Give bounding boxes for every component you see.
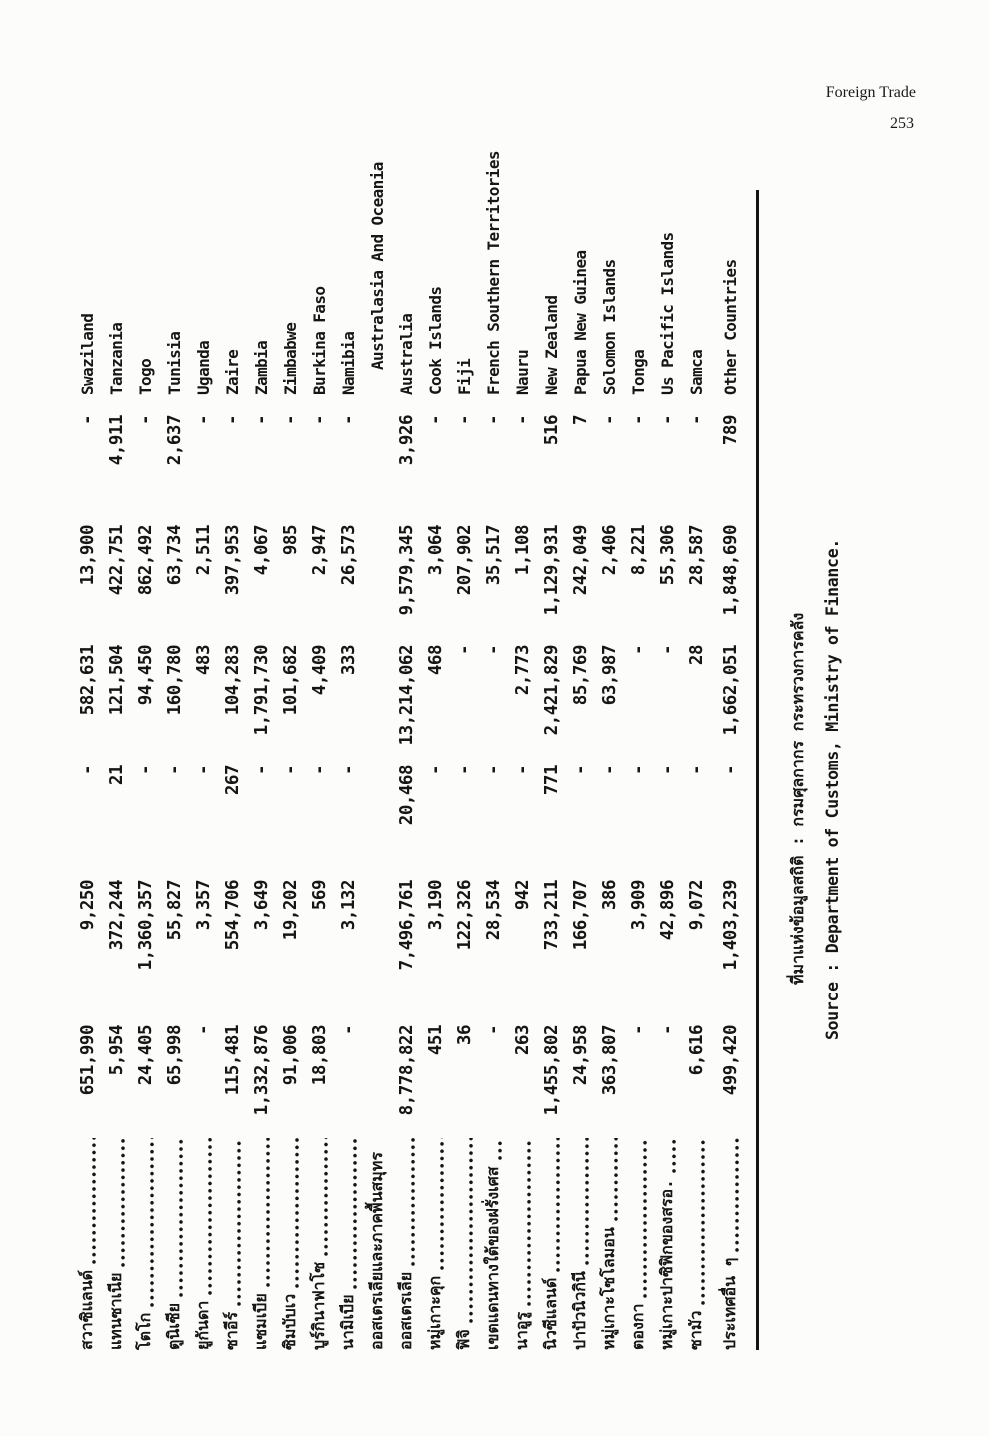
thai-name: แซมเบีย (251, 1293, 270, 1350)
value-cell: - (135, 765, 156, 776)
value-cell: - (628, 645, 649, 656)
value-cell: 2,637 (164, 415, 185, 466)
value-cell: - (512, 765, 533, 776)
value-cell: 1,108 (512, 525, 533, 576)
thai-name: หมู่เกาะโซโลมอน (599, 1227, 618, 1350)
value-cell: 121,504 (106, 645, 127, 716)
value-cell: 42,896 (657, 880, 678, 941)
value-cell: 3,357 (193, 880, 214, 931)
thai-name-cell (162, 1135, 187, 1350)
value-cell: 263 (512, 1025, 533, 1056)
thai-name-cell (220, 1135, 245, 1350)
value-cell: - (483, 645, 504, 656)
thai-name: บูร์กินาฟาโซ (309, 1261, 328, 1350)
table-row (624, 130, 653, 1390)
value-cell: 4,911 (106, 415, 127, 466)
value-cell: 554,706 (222, 880, 243, 951)
value-cell: 65,998 (164, 1025, 185, 1086)
thai-name-cell (655, 1135, 680, 1350)
value-cell: - (77, 765, 98, 776)
table-row (566, 130, 595, 1390)
table-row (102, 130, 131, 1390)
leader-dots (292, 1138, 301, 1289)
value-cell: 91,006 (280, 1025, 301, 1086)
value-cell: - (77, 415, 98, 426)
leader-dots (118, 1138, 127, 1268)
value-cell: 63,734 (164, 525, 185, 586)
thai-name: เขตแดนทางใต้ของฝรั่งเศส (483, 1166, 502, 1350)
value-cell: 1,455,802 (541, 1025, 562, 1116)
trade-table-rows (73, 130, 745, 1390)
thai-name: แทนซาเนีย (106, 1272, 125, 1350)
thai-name: ประเทศอื่น ๆ (720, 1257, 739, 1350)
value-cell: 115,481 (222, 1025, 243, 1096)
value-cell: 569 (309, 880, 330, 911)
table-row (247, 130, 276, 1390)
value-cell: 789 (720, 415, 741, 446)
value-cell: 63,987 (599, 645, 620, 706)
value-cell: 7,496,761 (396, 880, 417, 971)
value-cell: 24,958 (570, 1025, 591, 1086)
value-cell: 166,707 (570, 880, 591, 951)
thai-name: นามิเบีย (338, 1294, 357, 1350)
value-cell: 18,803 (309, 1025, 330, 1086)
thai-name-cell (626, 1135, 651, 1350)
value-cell: - (251, 415, 272, 426)
thai-name: ตองกา (628, 1303, 647, 1350)
table-row (595, 130, 624, 1390)
value-cell: - (657, 765, 678, 776)
value-cell: - (599, 415, 620, 426)
value-cell: 9,072 (686, 880, 707, 931)
value-cell: - (720, 765, 741, 776)
thai-name: โตโก (135, 1312, 154, 1350)
value-cell: 651,990 (77, 1025, 98, 1096)
value-cell: - (628, 415, 649, 426)
leader-dots (263, 1138, 272, 1288)
value-cell: 1,403,239 (720, 880, 741, 971)
table-row (450, 130, 479, 1390)
value-cell: 372,244 (106, 880, 127, 951)
thai-name: ฟิจิ (454, 1329, 473, 1350)
thai-name: ซามัว (686, 1310, 705, 1350)
value-cell: - (454, 765, 475, 776)
leader-dots (321, 1138, 330, 1257)
table-row (305, 130, 334, 1390)
value-cell: 28,534 (483, 880, 504, 941)
value-cell: 942 (512, 880, 533, 911)
value-cell: 55,306 (657, 525, 678, 586)
table-row (508, 130, 537, 1390)
table-row (392, 130, 421, 1390)
thai-name-cell (278, 1135, 303, 1350)
trade-table (60, 130, 760, 1390)
thai-name: สวาซิแลนด์ (77, 1269, 96, 1350)
value-cell: 422,751 (106, 525, 127, 596)
value-cell: 3,132 (338, 880, 359, 931)
value-cell: 3,649 (251, 880, 272, 931)
value-cell: 207,902 (454, 525, 475, 596)
english-name: Us Pacific Islands (658, 232, 677, 395)
leader-dots (350, 1138, 359, 1290)
value-cell: 397,953 (222, 525, 243, 596)
thai-name: หมู่เกาะคุก (425, 1275, 444, 1350)
value-cell: - (570, 765, 591, 776)
english-name: Papua New Guinea (571, 250, 590, 395)
value-cell: 122,326 (454, 880, 475, 951)
english-name: Uganda (194, 340, 213, 395)
value-cell: 85,769 (570, 645, 591, 706)
leader-dots (640, 1138, 649, 1299)
table-row (276, 130, 305, 1390)
leader-dots (205, 1138, 214, 1296)
leader-dots (147, 1138, 156, 1308)
value-cell: 733,211 (541, 880, 562, 951)
table-row (421, 130, 450, 1390)
leader-dots (582, 1138, 591, 1266)
value-cell: 483 (193, 645, 214, 676)
thai-name-cell (684, 1135, 709, 1350)
leader-dots (669, 1138, 678, 1174)
value-cell: 1,662,051 (720, 645, 741, 736)
source-note (770, 485, 880, 1075)
table-row (716, 130, 745, 1390)
value-cell: - (338, 765, 359, 776)
thai-name: ออสเตรเลีย (396, 1271, 415, 1350)
thai-name: ยูกันดา (193, 1300, 212, 1350)
value-cell: 26,573 (338, 525, 359, 586)
value-cell: 1,848,690 (720, 525, 741, 616)
english-name: Nauru (513, 349, 532, 395)
english-name: Tunisia (165, 331, 184, 395)
thai-name-cell (510, 1135, 535, 1350)
leader-dots (553, 1138, 562, 1273)
value-cell: 8,778,822 (396, 1025, 417, 1116)
english-name: Namibia (339, 331, 358, 395)
leader-dots (611, 1138, 620, 1222)
value-cell: 13,214,062 (396, 645, 417, 746)
value-cell: 28 (686, 645, 707, 666)
table-row (131, 130, 160, 1390)
english-name: French Southern Territories (484, 151, 503, 395)
value-cell: 7 (570, 415, 591, 426)
value-cell: - (135, 415, 156, 426)
table-row (189, 130, 218, 1390)
thai-name-cell (336, 1135, 361, 1350)
thai-name-cell (394, 1135, 419, 1350)
thai-name-cell (718, 1135, 743, 1350)
value-cell: - (193, 415, 214, 426)
thai-name-cell (75, 1135, 100, 1350)
value-cell: - (193, 765, 214, 776)
english-name: Fiji (455, 358, 474, 395)
thai-name: ตูนิเซีย (164, 1302, 183, 1350)
value-cell: - (686, 415, 707, 426)
value-cell: 5,954 (106, 1025, 127, 1076)
value-cell: - (425, 415, 446, 426)
english-name: Togo (136, 358, 155, 395)
value-cell: - (686, 765, 707, 776)
value-cell: - (483, 415, 504, 426)
thai-name: หมู่เกาะปาซิฟิกของสรอ. (657, 1179, 676, 1350)
english-name: Australia (397, 313, 416, 395)
value-cell: 2,406 (599, 525, 620, 576)
table-bottom-rule (756, 190, 759, 1350)
thai-name-cell (452, 1135, 477, 1350)
english-name: Burkina Faso (310, 286, 329, 395)
table-row (682, 130, 711, 1390)
leader-dots (234, 1138, 243, 1307)
table-row (160, 130, 189, 1390)
leader-dots (176, 1138, 185, 1298)
thai-name-cell (307, 1135, 332, 1350)
value-cell: 2,773 (512, 645, 533, 696)
value-cell: - (483, 765, 504, 776)
value-cell: 101,682 (280, 645, 301, 716)
value-cell: - (164, 765, 185, 776)
value-cell: 2,511 (193, 525, 214, 576)
english-name: Zimbabwe (281, 322, 300, 395)
leader-dots (466, 1138, 475, 1324)
leader-dots (408, 1138, 417, 1267)
english-name: Solomon Islands (600, 259, 619, 395)
thai-name-cell (568, 1135, 593, 1350)
value-cell: 24,405 (135, 1025, 156, 1086)
value-cell: 6,616 (686, 1025, 707, 1076)
value-cell: - (657, 645, 678, 656)
source-note-thai: ที่มาแห่งข้อมูลสถิติ : กรมศุลกากร กระทรวงการคลัง (788, 612, 807, 985)
table-row (334, 130, 363, 1390)
value-cell: 333 (338, 645, 359, 676)
value-cell: - (454, 645, 475, 656)
value-cell: 363,807 (599, 1025, 620, 1096)
thai-name: นาอูรู (512, 1311, 531, 1350)
value-cell: - (628, 765, 649, 776)
table-row (73, 130, 102, 1390)
value-cell: 36 (454, 1025, 475, 1046)
value-cell: 35,517 (483, 525, 504, 586)
value-cell: 386 (599, 880, 620, 911)
value-cell: 13,900 (77, 525, 98, 586)
english-name: Samca (687, 349, 706, 395)
thai-name: ออสเตรเลียและภาคพื้นสมุทร (367, 1152, 386, 1350)
value-cell: 771 (541, 765, 562, 796)
table-row (653, 130, 682, 1390)
leader-dots (698, 1138, 707, 1306)
value-cell: - (454, 415, 475, 426)
value-cell: 21 (106, 765, 127, 786)
leader-dots (437, 1138, 446, 1271)
page-number: 253 (890, 114, 914, 132)
value-cell: 1,360,357 (135, 880, 156, 971)
value-cell: 160,780 (164, 645, 185, 716)
table-row (479, 130, 508, 1390)
value-cell: 3,926 (396, 415, 417, 466)
thai-name: ซิมบับเว (280, 1293, 299, 1350)
value-cell: 9,250 (77, 880, 98, 931)
value-cell: 1,332,876 (251, 1025, 272, 1116)
value-cell: 2,421,829 (541, 645, 562, 736)
thai-name-cell (104, 1135, 129, 1350)
value-cell: 582,631 (77, 645, 98, 716)
value-cell: 242,049 (570, 525, 591, 596)
thai-name-cell (191, 1135, 216, 1350)
value-cell: 499,420 (720, 1025, 741, 1096)
value-cell: 3,909 (628, 880, 649, 931)
value-cell: - (222, 415, 243, 426)
value-cell: 20,468 (396, 765, 417, 826)
value-cell: 4,067 (251, 525, 272, 576)
english-name: Other Countries (721, 259, 740, 395)
leader-dots (732, 1138, 741, 1253)
english-name: New Zealand (542, 295, 561, 395)
value-cell: 985 (280, 525, 301, 556)
thai-name: ซาอีร์ (222, 1311, 241, 1350)
table-row (218, 130, 247, 1390)
thai-name-cell (539, 1135, 564, 1350)
value-cell: 9,579,345 (396, 525, 417, 616)
value-cell: 4,409 (309, 645, 330, 696)
thai-name-cell (597, 1135, 622, 1350)
english-name: Cook Islands (426, 286, 445, 395)
english-name: Tonga (629, 349, 648, 395)
value-cell: 267 (222, 765, 243, 796)
value-cell: 1,129,931 (541, 525, 562, 616)
value-cell: 28,587 (686, 525, 707, 586)
value-cell: - (309, 415, 330, 426)
value-cell: - (338, 1025, 359, 1036)
page-title: Foreign Trade (825, 84, 916, 101)
leader-dots (89, 1138, 98, 1265)
thai-name-cell (249, 1135, 274, 1350)
english-name: Australasia And Oceania (368, 162, 387, 370)
value-cell: 451 (425, 1025, 446, 1056)
value-cell: 8,221 (628, 525, 649, 576)
thai-name-cell (481, 1135, 506, 1350)
value-cell: - (338, 415, 359, 426)
thai-name-cell (365, 1152, 390, 1350)
value-cell: - (251, 765, 272, 776)
value-cell: 1,791,730 (251, 645, 272, 736)
table-row (537, 130, 566, 1390)
english-name: Swaziland (78, 313, 97, 395)
value-cell: 19,202 (280, 880, 301, 941)
value-cell: 94,450 (135, 645, 156, 706)
value-cell: 55,827 (164, 880, 185, 941)
value-cell: - (309, 765, 330, 776)
english-name: Zambia (252, 340, 271, 395)
value-cell: 3,064 (425, 525, 446, 576)
value-cell: - (280, 765, 301, 776)
value-cell: 468 (425, 645, 446, 676)
value-cell: 516 (541, 415, 562, 446)
thai-name-cell (423, 1135, 448, 1350)
value-cell: - (628, 1025, 649, 1036)
thai-name: นิวซีแลนด์ (541, 1277, 560, 1350)
value-cell: - (599, 765, 620, 776)
value-cell: - (193, 1025, 214, 1036)
value-cell: 2,947 (309, 525, 330, 576)
section-header-row (363, 130, 392, 1390)
value-cell: - (280, 415, 301, 426)
value-cell: - (657, 1025, 678, 1036)
value-cell: - (657, 415, 678, 426)
value-cell: - (483, 1025, 504, 1036)
english-name: Zaire (223, 349, 242, 395)
leader-dots (495, 1138, 504, 1161)
thai-name: ปาปัวนิวกินี (570, 1271, 589, 1350)
source-note-english: Source : Department of Customs, Ministry of Finance. (823, 539, 842, 1040)
value-cell: - (425, 765, 446, 776)
value-cell: - (512, 415, 533, 426)
english-name: Tanzania (107, 322, 126, 395)
value-cell: 3,190 (425, 880, 446, 931)
page-header (826, 84, 916, 132)
value-cell: 862,492 (135, 525, 156, 596)
value-cell: 104,283 (222, 645, 243, 716)
leader-dots (524, 1138, 533, 1307)
thai-name-cell (133, 1135, 158, 1350)
